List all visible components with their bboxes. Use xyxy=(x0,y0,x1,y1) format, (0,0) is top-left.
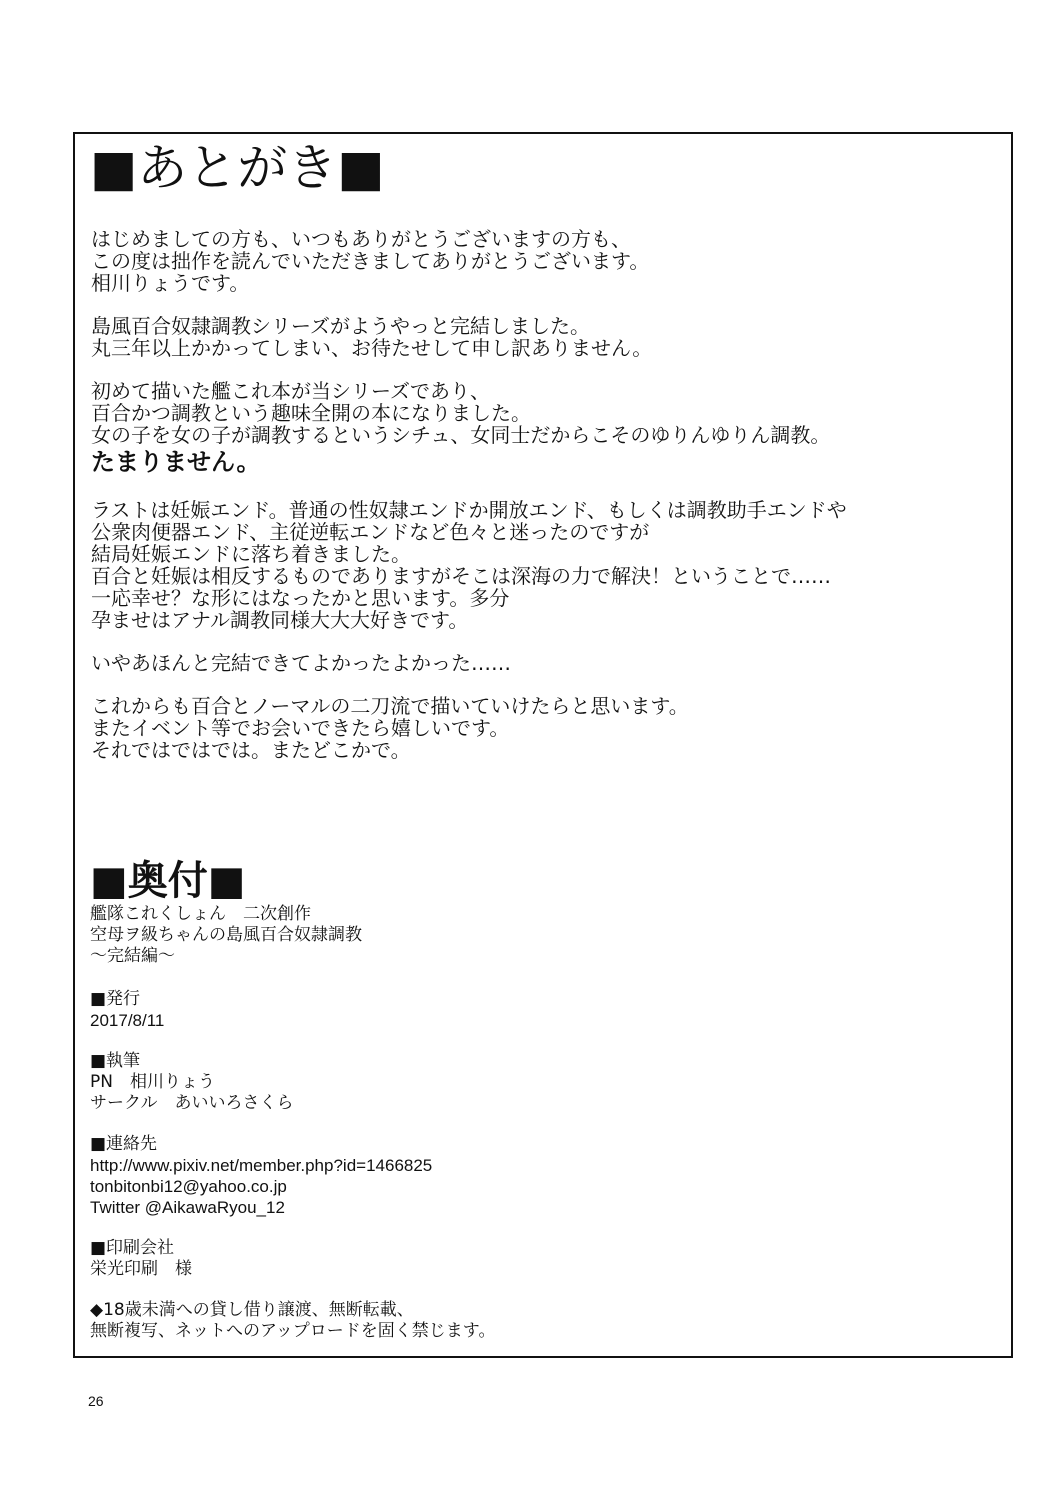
contact-twitter: Twitter @AikawaRyou_12 xyxy=(90,1198,285,1217)
author-heading: ■執筆 xyxy=(90,1051,141,1071)
afterword-line: 丸三年以上かかってしまい、お待たせして申し訳ありません。 xyxy=(91,336,653,360)
afterword-emphasis: たまりません。 xyxy=(91,448,261,476)
afterword-line: 相川りょうです。 xyxy=(91,271,250,295)
colophon-notice xyxy=(90,1300,790,1342)
afterword-line: はじめましての方も、いつもありがとうございますの方も、 xyxy=(91,227,631,251)
colophon-title: ■奥付■ xyxy=(90,858,246,904)
afterword-body xyxy=(91,228,991,782)
afterword-line: またイベント等でお会いできたら嬉しいです。 xyxy=(91,716,510,740)
colophon-contact xyxy=(90,1134,790,1218)
notice-line: ◆18歳未満への貸し借り譲渡、無断転載、 xyxy=(90,1300,414,1320)
afterword-line: この度は拙作を読んでいただきましてありがとうございます。 xyxy=(91,249,650,273)
publication-heading: ■発行 xyxy=(90,989,141,1009)
afterword-line: 結局妊娠エンドに落ち着きました。 xyxy=(91,542,411,566)
afterword-line: 百合かつ調教という趣味全開の本になりました。 xyxy=(91,401,531,425)
book-title-line: ～完結編～ xyxy=(90,946,175,966)
afterword-line: 孕ませはアナル調教同様大大大好きです。 xyxy=(91,608,469,632)
afterword-title: ■あとがき■ xyxy=(90,139,385,197)
publication-date: 2017/8/11 xyxy=(90,1011,165,1030)
contact-email: tonbitonbi12@yahoo.co.jp xyxy=(90,1177,287,1196)
afterword-line: ラストは妊娠エンド。普通の性奴隷エンドか開放エンド、もしくは調教助手エンドや xyxy=(91,498,847,522)
afterword-paragraph-ending xyxy=(91,499,991,631)
afterword-line: これからも百合とノーマルの二刀流で描いていけたらと思います。 xyxy=(91,694,689,718)
colophon-printer xyxy=(90,1238,790,1280)
colophon-author xyxy=(90,1051,790,1114)
afterword-paragraph-series xyxy=(91,380,991,478)
contact-heading: ■連絡先 xyxy=(90,1134,158,1154)
afterword-line: 島風百合奴隷調教シリーズがようやっと完結しました。 xyxy=(91,314,590,338)
author-pen-name: PN 相川りょう xyxy=(90,1072,215,1092)
afterword-line: 百合と妊娠は相反するものでありますがそこは深海の力で解決！ということで…… xyxy=(91,564,831,588)
afterword-paragraph-closing xyxy=(91,695,991,761)
book-title-line: 空母ヲ級ちゃんの島風百合奴隷調教 xyxy=(90,925,362,945)
afterword-line: 女の子を女の子が調教するというシチュ、女同士だからこそのゆりんゆりん調教。 xyxy=(91,423,831,447)
printer-heading: ■印刷会社 xyxy=(90,1238,175,1258)
afterword-line: 公衆肉便器エンド、主従逆転エンドなど色々と迷ったのですが xyxy=(91,520,650,544)
page-number: 26 xyxy=(88,1393,104,1409)
printer-name: 栄光印刷 様 xyxy=(90,1259,192,1279)
afterword-line: それではではでは。またどこかで。 xyxy=(91,738,411,762)
afterword-paragraph-completion xyxy=(91,315,991,359)
afterword-paragraph-relief xyxy=(91,652,991,674)
afterword-line: いやあほんと完結できてよかったよかった…… xyxy=(91,651,511,675)
afterword-line: 初めて描いた艦これ本が当シリーズであり、 xyxy=(91,379,490,403)
book-title-line: 艦隊これくしょん 二次創作 xyxy=(90,904,311,924)
colophon-book-title xyxy=(90,904,790,967)
afterword-line: 一応幸せ？な形にはなったかと思います。多分 xyxy=(91,586,510,610)
notice-line: 無断複写、ネットへのアップロードを固く禁じます。 xyxy=(90,1321,496,1341)
colophon-publication xyxy=(90,989,790,1031)
afterword-paragraph-greeting xyxy=(91,228,991,294)
contact-url: http://www.pixiv.net/member.php?id=1466825 xyxy=(90,1156,433,1175)
colophon xyxy=(90,858,790,1342)
author-circle: サークル あいいろさくら xyxy=(90,1093,294,1113)
